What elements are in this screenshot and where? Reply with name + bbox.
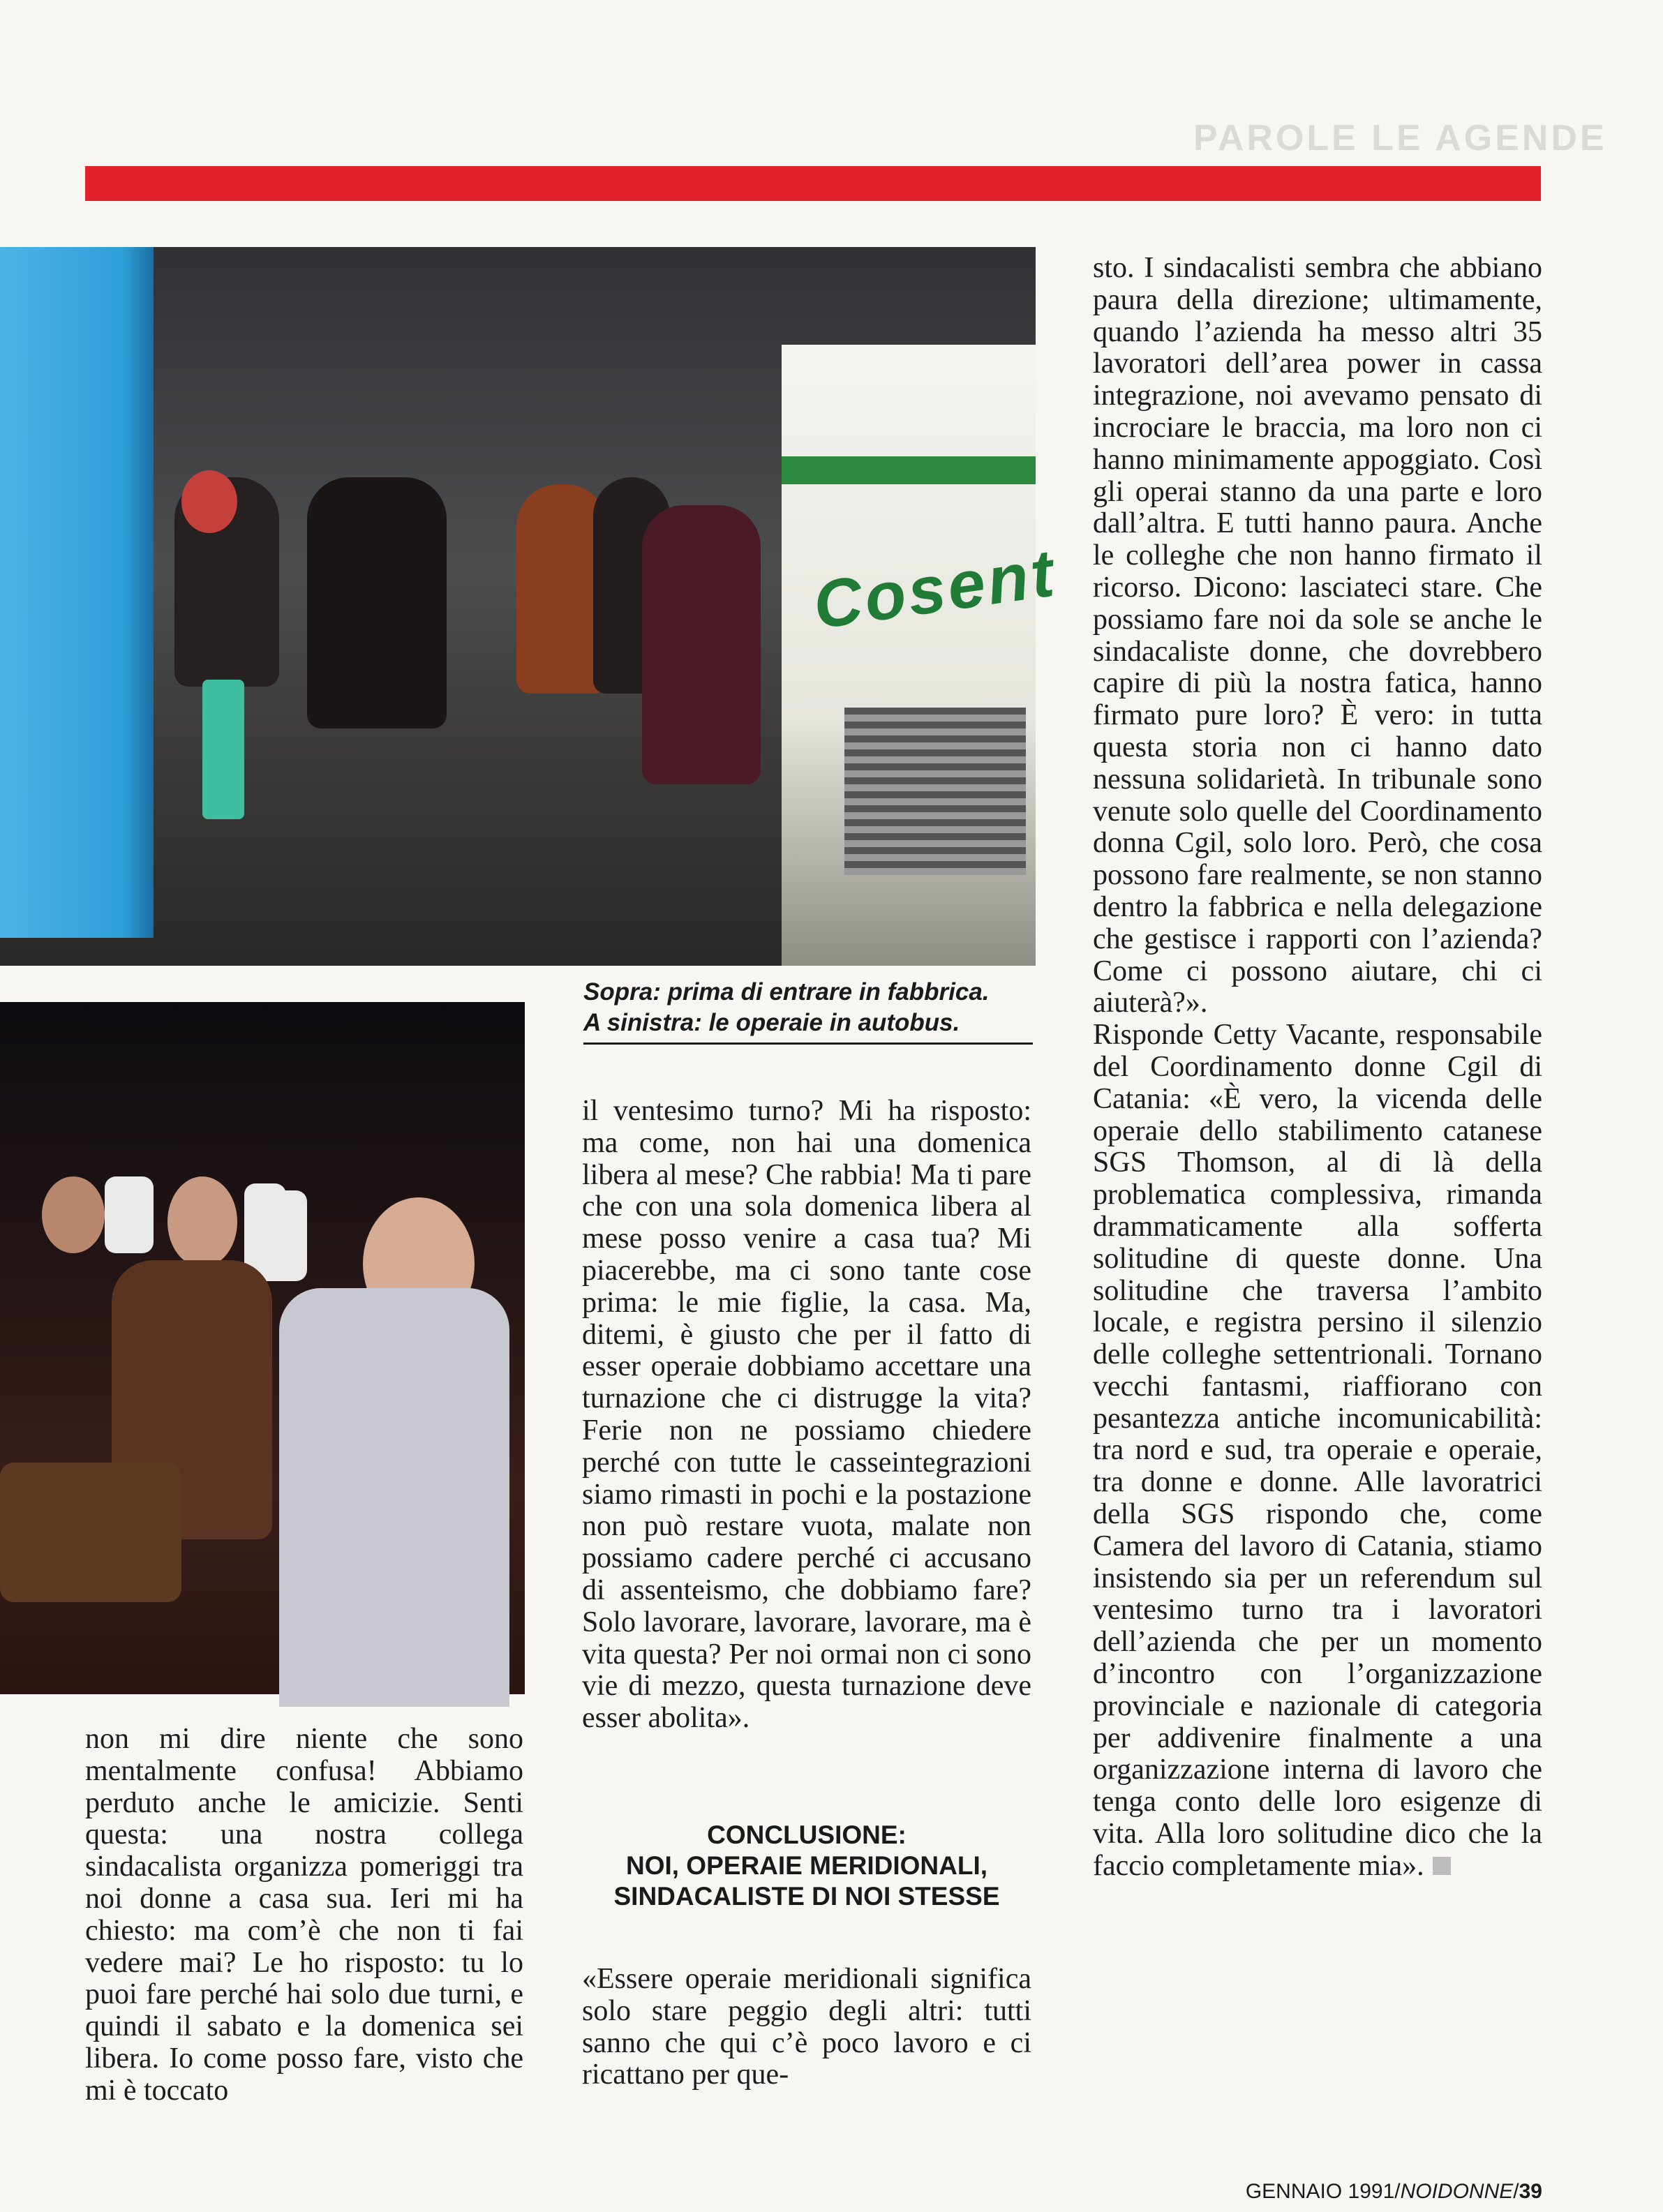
paragraph: non mi dire niente che sono mentalmente confusa! Abbiamo perduto anche le amicizie. Senti questa: una nostra collega sindacalista organizza pomeriggi tra noi donne a casa sua. Ieri mi ha chiesto: ma com’è che non ti fai vedere mai? Le ho risposto: tu lo puoi fare perché hai solo due turni, e quindi il sabato e la domenica sei libera. Io come posso fare, visto che mi è toccato bbox=[85, 1723, 523, 2107]
woman-figure bbox=[167, 1176, 237, 1267]
heading-line: CONCLUSIONE: bbox=[707, 1821, 907, 1849]
woman-figure bbox=[202, 680, 244, 819]
woman-figure bbox=[279, 1288, 509, 1707]
woman-figure bbox=[307, 477, 447, 728]
paragraph: «Essere operaie meridionali significa solo stare peggio degli altri: tutti sanno che qui c’è poco lavoro e ci ricattano per que- bbox=[582, 1963, 1031, 2091]
paragraph: il ventesimo turno? Mi ha risposto: ma come, non hai una domenica libera al mese? Che rabbia! Ma ti pare che con una sola domenica libera al mese posso venire a casa tua? Mi piacerebbe, ma ci sono tante cose prima: le mie figlie, la casa. Ma, ditemi, è giusto che per il fatto di esser operaie dobbiamo accettare una turnazione che ci distrugge la vita? Ferie non ne possiamo chiedere perché con tutte le casseintegrazioni siamo rimasti in pochi e la postazione non può restare vuota, malate non possiamo cadere perché ci accusano di assenteismo, che dobbiamo fare? Solo lavorare, lavorare, lavorare, ma è vita questa? Per noi ormai non ci sono vie di mezzo, questa turnazione deve esser abolita». bbox=[582, 1095, 1031, 1735]
photo-women-in-bus bbox=[0, 1002, 525, 1694]
section-heading bbox=[582, 1820, 1031, 1912]
article-column-middle bbox=[582, 1096, 1031, 1735]
faded-section-header: PAROLE LE AGENDE bbox=[1193, 118, 1607, 158]
heading-line: SINDACALISTE DI NOI STESSE bbox=[613, 1882, 1000, 1911]
photo-caption bbox=[583, 977, 1033, 1045]
footer-separator: / bbox=[1513, 2180, 1519, 2203]
page-footer bbox=[1193, 2180, 1542, 2204]
caption-line: Sopra: prima di entrare in fabbrica. bbox=[583, 978, 990, 1006]
bus-brand-text: Cosent bbox=[809, 535, 1061, 643]
woman-figure bbox=[181, 470, 237, 533]
handbag bbox=[0, 1463, 181, 1602]
article-column-left bbox=[85, 1724, 523, 2107]
bus-grille bbox=[844, 708, 1026, 875]
paragraph bbox=[1093, 1019, 1542, 1883]
article-column-right bbox=[1093, 253, 1542, 1883]
article-column-middle-bottom bbox=[582, 1964, 1031, 2091]
caption-line: A sinistra: le operaie in autobus. bbox=[583, 1009, 960, 1036]
woman-figure bbox=[42, 1176, 105, 1253]
footer-issue: GENNAIO 1991/ bbox=[1245, 2180, 1401, 2203]
page-number: 39 bbox=[1519, 2180, 1542, 2203]
footer-magazine: NOIDONNE bbox=[1400, 2180, 1514, 2203]
red-accent-band bbox=[85, 166, 1541, 201]
end-mark-icon bbox=[1433, 1857, 1451, 1875]
blue-bus-left bbox=[0, 247, 154, 938]
bus-seat bbox=[105, 1176, 154, 1253]
paragraph-text: Risponde Cetty Vacante, responsabile del Coordinamento donne Cgil di Catania: «È vero, la vicenda delle operaie dello stabilimento catanese SGS Thomson, al di là della problematica complessiva, rimanda drammaticamente alla sofferta solitudine di queste donne. Una solitudine che traversa l’ambito locale, e registra persino il silenzio delle colleghe settentrionali. Tornano vecchi fantasmi, riaffiorano con pesantezza antiche incomunicabilità: tra nord e sud, tra operaie e operaie, tra donne e donne. Alle lavoratrici della SGS rispondo che, come Camera del lavoro di Catania, stiamo insistendo sia per un referendum sul ventesimo turno tra i lavoratori dell’azienda che per un momento d’incontro con l’organizzazione provinciale e nazionale di categoria per addivenire finalmente a una organizzazione interna di lavoro che tenga conto delle loro esigenze di vita. Alla loro solitudine dico che la faccio completamente mia». bbox=[1093, 1019, 1542, 1882]
bus-green-stripe bbox=[782, 456, 1036, 484]
white-bus-right bbox=[782, 345, 1036, 966]
woman-figure bbox=[642, 505, 761, 784]
heading-line: NOI, OPERAIE MERIDIONALI, bbox=[625, 1851, 988, 1880]
paragraph: sto. I sindacalisti sembra che abbiano paura della direzione; ultimamente, quando l’azienda ha messo altri 35 lavoratori dell’area power in cassa integrazione, noi avevamo pensato di incrociare le braccia, ma loro non ci hanno minimamente appoggiato. Così gli operai stanno da una parte e loro dall’altra. E tutti hanno paura. Anche le colleghe che non hanno firmato il ricorso. Dicono: lasciateci stare. Che possiamo fare noi da sole se anche le sindacaliste donne, che dovrebbero capire di più la nostra fatica, hanno firmato pure loro? È vero: in tutta questa storia non ci hanno dato nessuna solidarietà. In tribunale sono venute solo quelle del Coordinamento donna Cgil, solo loro. Però, che cosa possono fare realmente, se non stanno dentro la fabbrica e nella delegazione che gestisce i rapporti con l’azienda? Come ci possono aiutare, chi ci aiuterà?». bbox=[1093, 252, 1542, 1019]
